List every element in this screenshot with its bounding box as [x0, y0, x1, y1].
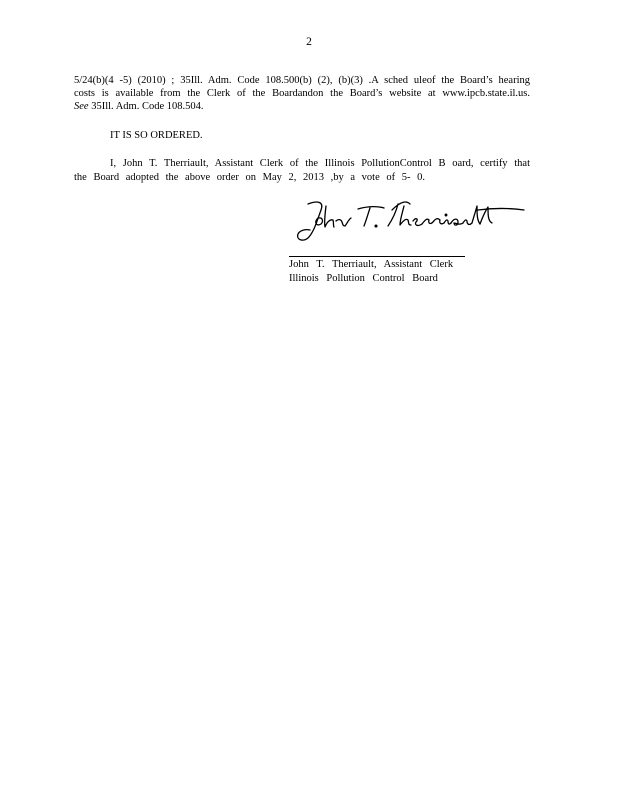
handwritten-signature: [288, 196, 528, 246]
paragraph-line-2: costs is available from the Clerk of the Boardandon the Board’s website at www.ipcb.state.il.us.: [74, 88, 530, 99]
certification-line-1: I, John T. Therriault, Assistant Clerk of the Illinois PollutionControl B oard, certify that: [110, 158, 530, 169]
page-number: 2: [306, 36, 312, 48]
paragraph-line-3: [74, 100, 204, 113]
certification-line-2: the Board adopted the above order on May 2, 2013 ,by a vote of 5- 0.: [74, 172, 426, 183]
paragraph-line-1: 5/24(b)(4 -5) (2010) ; 35Ill. Adm. Code 108.500(b) (2), (b)(3) .A sched uleof the Board’s hearing: [74, 75, 530, 86]
citation-text: 35Ill. Adm. Code 108.504.: [88, 101, 204, 112]
see-signal: See: [74, 101, 89, 112]
signer-name-title: John T. Therriault, Assistant Clerk: [289, 259, 454, 270]
signature-rule: [289, 256, 465, 257]
signer-organization: Illinois Pollution Control Board: [289, 273, 438, 284]
order-statement: IT IS SO ORDERED.: [110, 130, 203, 141]
